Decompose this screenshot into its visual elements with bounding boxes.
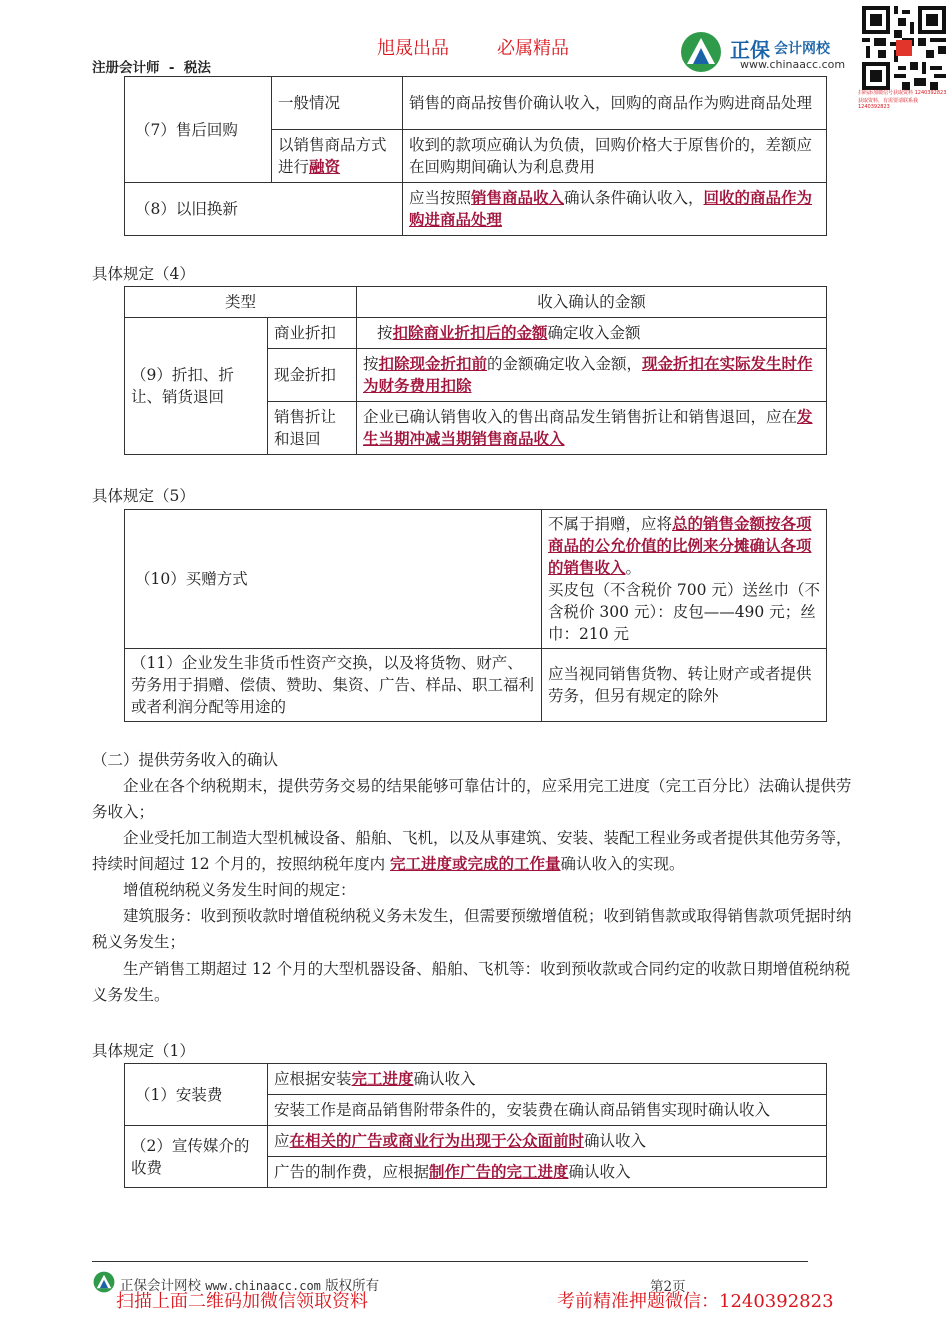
desc-cell [268,1064,827,1095]
text: 应当按照 [409,189,472,207]
text: 按 [377,324,393,342]
sub-cell: 销售折让和退回 [268,402,357,455]
text: 确认收入 [584,1132,647,1150]
paragraph-4: 建筑服务：收到预收款时增值税纳税义务未发生，但需要预缴增值税；收到销售款或取得销售款项凭据时纳税义务发生； [92,907,852,951]
type-cell: （9）折扣、折让、销货退回 [125,318,268,455]
table-header-row [125,287,827,318]
highlight-text: 融资 [309,157,341,176]
text: 确认收入 [568,1163,631,1181]
logo-url: www.chinaacc.com [740,58,846,71]
sub-text: 以销售商品方式进行 [278,136,387,176]
footer-promo-right: 考前精准押题微信：1240392823 [557,1291,834,1312]
table-service [124,1063,827,1188]
desc-cell: 应当视同销售货物、转让财产或者提供劳务，但另有规定的除外 [542,649,827,722]
highlight-text: 扣除现金折扣前 [378,354,488,373]
logo-icon [678,30,724,74]
paragraph-5: 生产销售工期超过 12 个月的大型机器设备、船舶、飞机等：收到预收款或合同约定的收款日期增值税纳税义务发生。 [92,960,851,1004]
table-row [125,77,827,130]
paragraph-3: 增值税纳税义务发生时间的规定： [123,881,356,899]
highlight-text: 扣除商业折扣后的金额 [392,323,548,342]
highlight-text: 完工进度 [351,1069,414,1088]
type-cell: （11）企业发生非货币性资产交换，以及将货物、财产、劳务用于捐赠、偿债、赞助、集资、广告、样品、职工福利或者利润分配等用途的 [125,649,542,722]
text: 广告的制作费，应根据 [274,1163,430,1181]
table-row [125,183,827,236]
text: 应 [274,1132,290,1150]
footer-page: 第2页 [650,1279,686,1295]
footer-brand-name: 正保会计网校 [120,1278,201,1294]
qr-code-icon [862,6,946,90]
section-label-5: 具体规定（5） [92,487,195,505]
qr-caption-1: 扫码添加微信号获取资料 1240392823 [858,90,947,96]
table-discount [124,286,827,455]
desc-cell: 安装工作是商品销售附带条件的，安装费在确认商品销售实现时确认收入 [268,1095,827,1126]
type-cell: （10）买赠方式 [125,510,542,649]
desc-cell [268,1126,827,1157]
desc-cell [403,183,827,236]
footer-rights: 版权所有 [325,1278,380,1294]
highlight-text: 制作广告的完工进度 [429,1162,569,1181]
table-gift [124,509,827,722]
header-logo [678,30,858,74]
highlight-text: 发生当期冲减当期销售商品收入 [363,407,813,448]
text: 按 [363,355,379,373]
text: 。 [625,559,642,577]
qr-code [862,6,946,90]
highlight-text: 在相关的广告或商业行为出现于公众面前时 [289,1131,585,1150]
slogan-right: 必属精品 [497,38,569,59]
table-row [125,510,827,649]
header-subject: 注册会计师 - 税法 [92,60,211,76]
sub-cell [272,130,403,183]
table-row [125,318,827,349]
highlight-text: 销售商品收入 [471,188,565,207]
section-heading: （二）提供劳务收入的确认 [92,751,279,769]
footer-logo-icon [92,1270,116,1294]
text: 确定收入金额 [547,324,641,342]
sub-cell: 一般情况 [272,77,403,130]
text: 确认条件确认收入， [564,189,704,207]
header-amount: 收入确认的金额 [357,287,827,318]
highlight-text: 现金折扣在实际发生时作为财务费用扣除 [363,354,813,395]
footer-divider [92,1261,808,1262]
text: 企业受托加工制造大型机械设备、船舶、飞机，以及从事建筑、安装、装配工程业务或者提供其他劳务等，持续时间超过 12 个月的，按照纳税年度内 [92,829,852,873]
desc-cell [357,349,827,402]
section-label-4: 具体规定（4） [92,265,195,283]
desc-cell [357,318,827,349]
desc-cell [542,510,827,649]
text: 确认收入的实现。 [560,855,685,873]
desc-cell [357,402,827,455]
desc-cell [268,1157,827,1188]
slogan-left: 旭晟出品 [377,38,449,59]
desc-cell: 收到的款项应确认为负债，回购价格大于原售价的，差额应在回购期间确认为利息费用 [403,130,827,183]
text: 应根据安装 [274,1070,352,1088]
sub-cell: 商业折扣 [268,318,357,349]
example-text: 买皮包（不含税价 700 元）送丝巾（不含税价 300 元）：皮包——490 元；丝巾：210 元 [548,581,820,643]
sub-cell: 现金折扣 [268,349,357,402]
table-after-sale [124,76,827,236]
type-cell: （1）安装费 [125,1064,268,1126]
type-cell: （8）以旧换新 [125,183,403,236]
qr-caption-2: 获取资料，有需要请联系我 1240392823 [858,98,919,110]
paragraph-2 [92,825,862,877]
table-row [125,1126,827,1157]
text: 的金额确定收入金额， [487,355,643,373]
paragraph-1: 企业在各个纳税期末，提供劳务交易的结果能够可靠估计的，应采用完工进度（完工百分比）法确认提供劳务收入； [92,777,852,821]
table-row [125,649,827,722]
highlight-text: 回收的商品作为购进商品处理 [409,188,813,229]
text: 企业已确认销售收入的售出商品发生销售折让和销售退回，应在 [363,408,798,426]
text: 不属于捐赠，应将 [548,515,673,533]
desc-cell: 销售的商品按售价确认收入，回购的商品作为购进商品处理 [403,77,827,130]
footer-promo-left: 扫描上面二维码加微信领取资料 [116,1291,368,1312]
highlight-text: 完工进度或完成的工作量 [390,854,561,873]
table-row [125,1064,827,1095]
logo-cn: 会计网校 [774,41,830,57]
text: 确认收入 [413,1070,476,1088]
highlight-text: 总的销售金额按各项商品的公允价值的比例来分摊确认各项的销售收入 [548,514,812,577]
footer-url: www.chinaacc.com [205,1279,321,1293]
section-label-1: 具体规定（1） [92,1042,195,1060]
logo-name: 正保 [730,38,770,62]
type-cell: （2）宣传媒介的收费 [125,1126,268,1188]
type-cell: （7）售后回购 [125,77,272,183]
header-type: 类型 [125,287,357,318]
